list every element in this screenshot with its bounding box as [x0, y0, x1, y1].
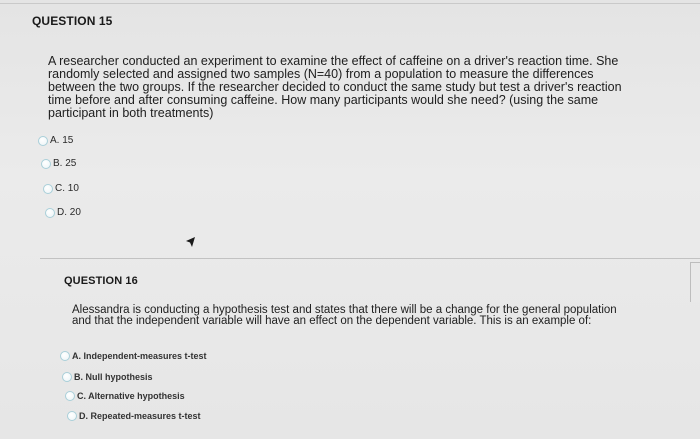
question-15-title: QUESTION 15: [32, 14, 113, 28]
q16-option-b-label: B. Null hypothesis: [74, 372, 153, 382]
q16-option-c-label: C. Alternative hypothesis: [77, 391, 185, 401]
radio-button-icon[interactable]: [65, 391, 75, 401]
radio-button-icon[interactable]: [43, 184, 53, 194]
radio-button-icon[interactable]: [45, 208, 55, 218]
q16-option-a[interactable]: [60, 351, 207, 361]
q15-option-a[interactable]: [38, 135, 73, 146]
question-15-text: [48, 55, 678, 120]
question-15-line: between the two groups. If the researcher decided to conduct the same study but test a driver's reaction: [48, 80, 622, 94]
radio-button-icon[interactable]: [41, 159, 51, 169]
panel-edge: [690, 262, 700, 302]
q16-option-b[interactable]: [62, 372, 153, 382]
top-divider: [0, 3, 700, 4]
q16-option-a-label: A. Independent-measures t-test: [72, 351, 207, 361]
question-16-text: [72, 305, 692, 327]
question-16-title: QUESTION 16: [64, 275, 138, 287]
q16-option-d-label: D. Repeated-measures t-test: [79, 411, 201, 421]
q15-option-d[interactable]: [45, 207, 81, 218]
radio-button-icon[interactable]: [62, 372, 72, 382]
mouse-pointer-icon: [186, 237, 195, 247]
question-divider: [40, 258, 700, 259]
question-15-line: randomly selected and assigned two samples (N=40) from a population to measure the differences: [48, 67, 594, 81]
q15-option-a-label: A. 15: [50, 135, 74, 146]
q16-option-d[interactable]: [67, 411, 201, 421]
question-16-line: Alessandra is conducting a hypothesis test and states that there will be a change for the general population: [72, 304, 617, 316]
q15-option-b-label: B. 25: [53, 158, 77, 169]
question-16-line: and that the independent variable will have an effect on the dependent variable. This is an example of:: [72, 315, 592, 327]
radio-button-icon[interactable]: [38, 136, 48, 146]
radio-button-icon[interactable]: [67, 411, 77, 421]
q15-option-c-label: C. 10: [55, 183, 79, 194]
q15-option-b[interactable]: [41, 158, 76, 169]
question-15-line: time before and after consuming caffeine. How many participants would she need? (using the same: [48, 93, 599, 107]
q16-option-c[interactable]: [65, 391, 185, 401]
question-15-line: participant in both treatments): [48, 106, 214, 120]
q15-option-d-label: D. 20: [57, 207, 81, 218]
radio-button-icon[interactable]: [60, 351, 70, 361]
question-15-line: A researcher conducted an experiment to examine the effect of caffeine on a driver's reaction time. She: [48, 54, 619, 68]
q15-option-c[interactable]: [43, 183, 79, 194]
